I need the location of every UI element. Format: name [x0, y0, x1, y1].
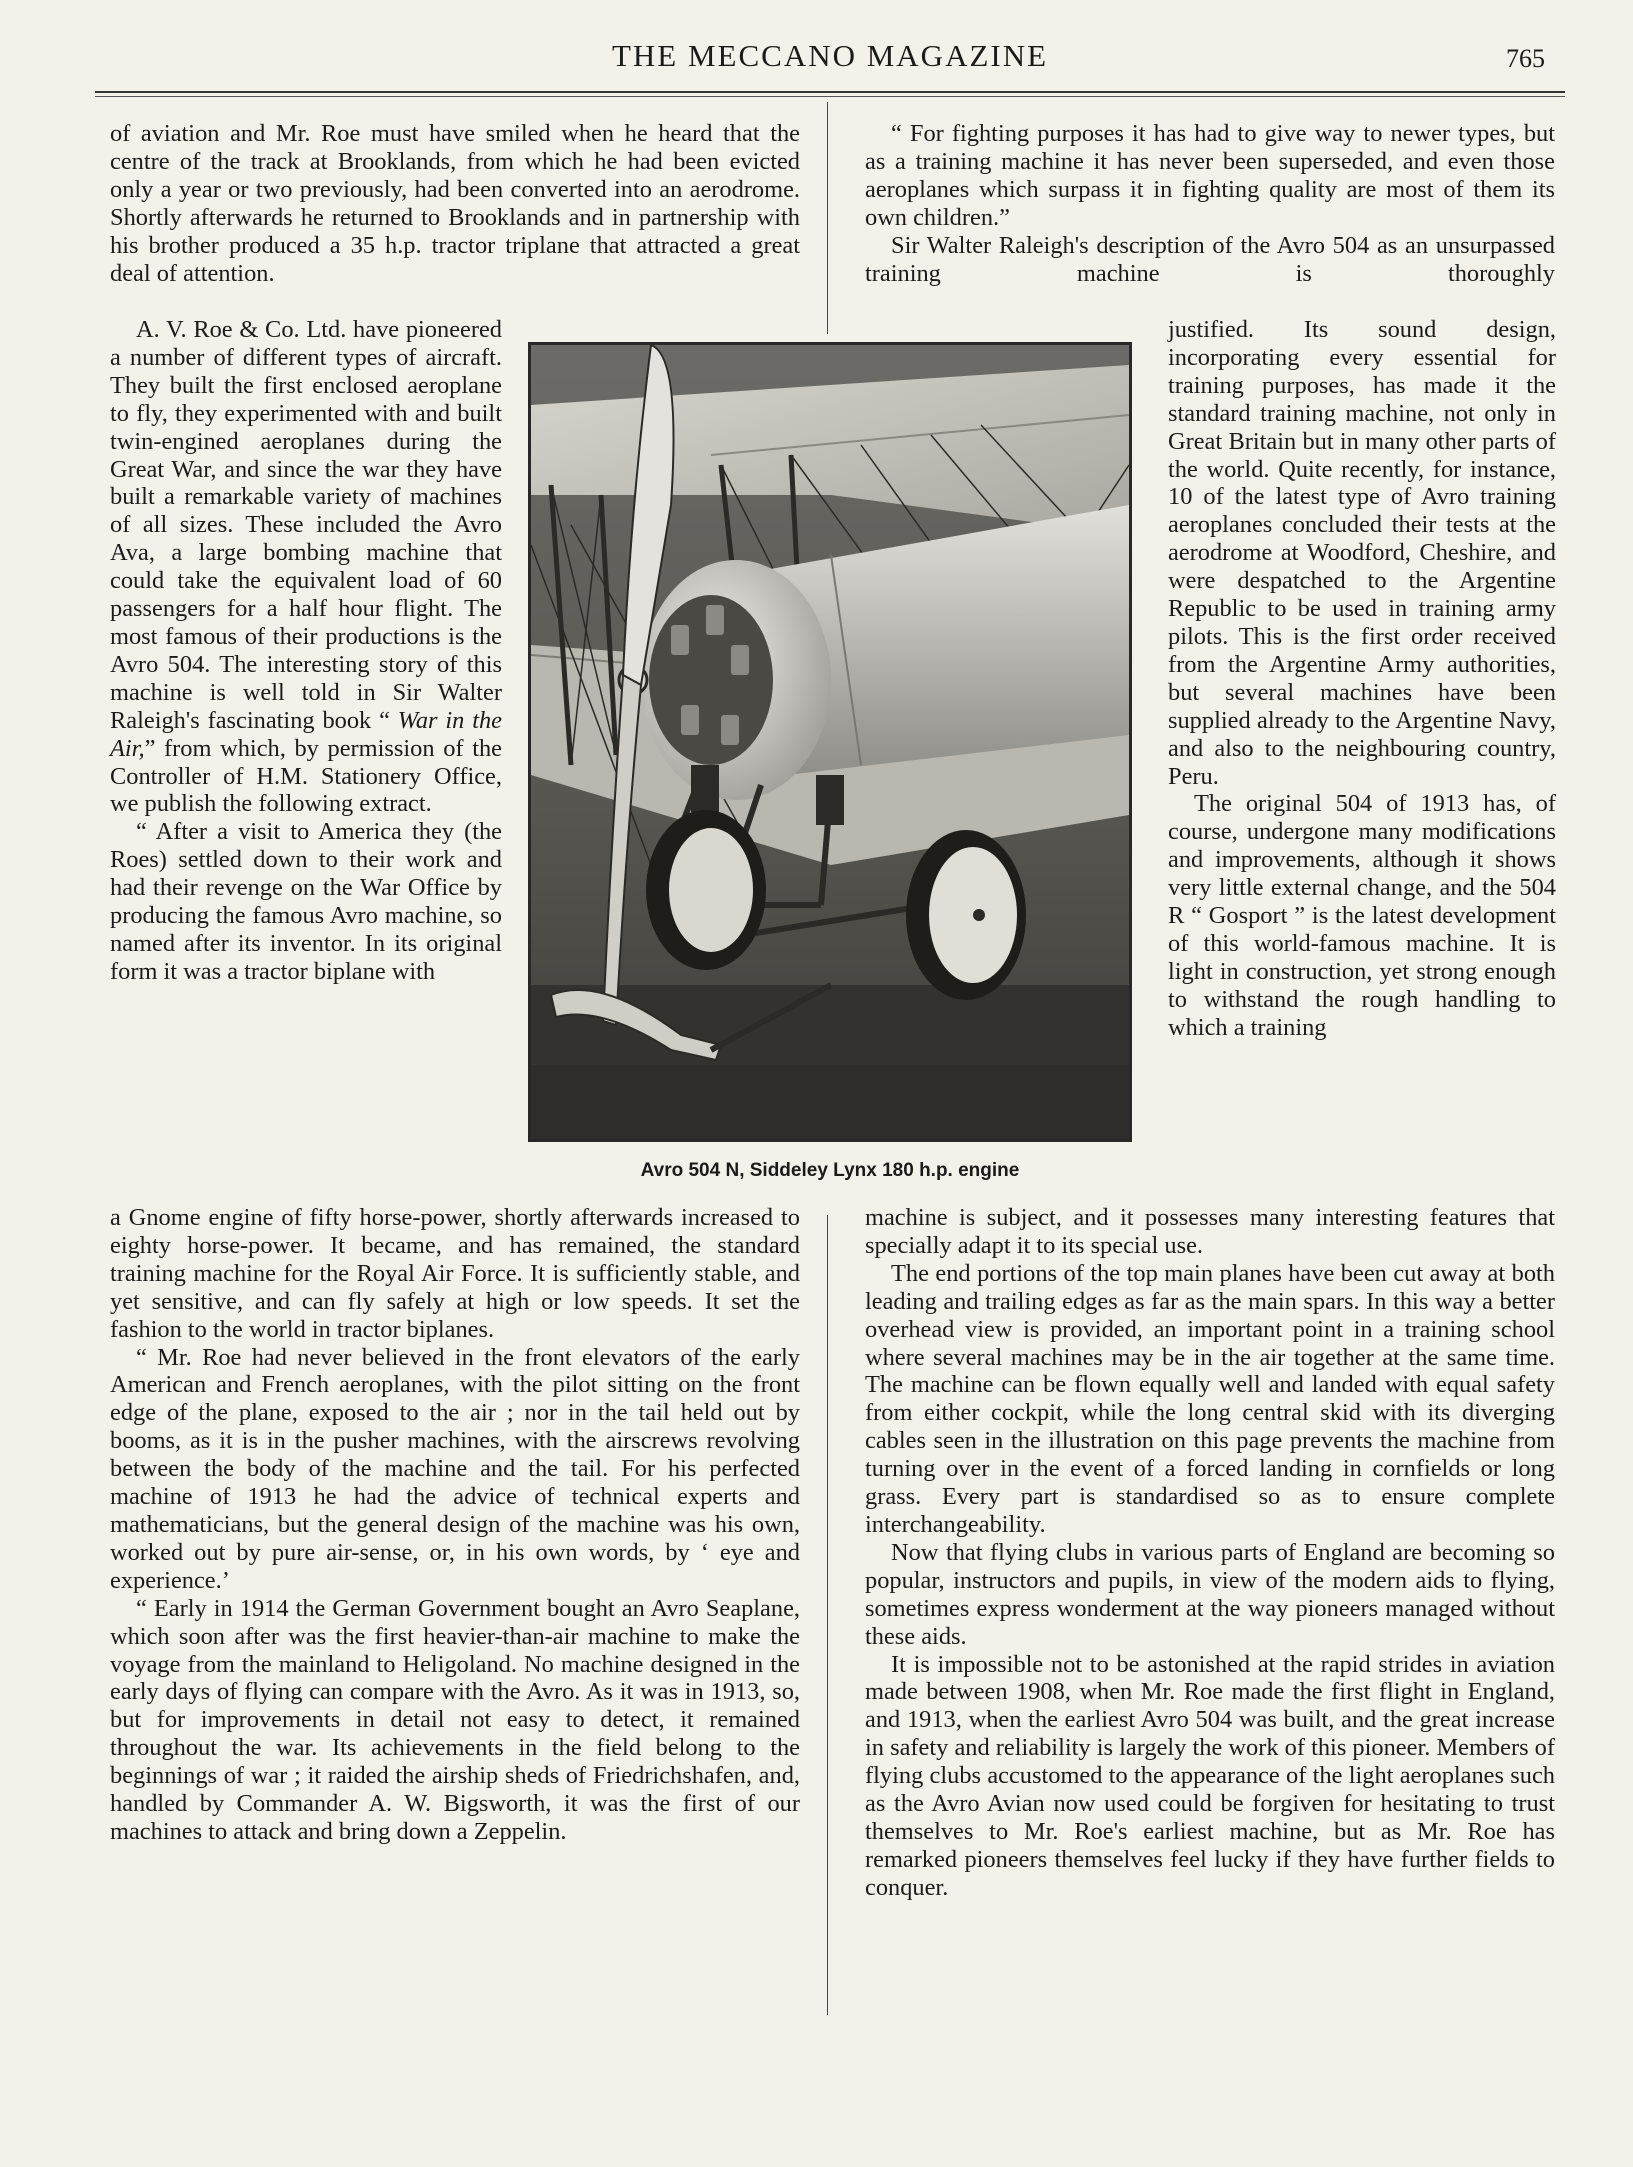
paragraph: “ Mr. Roe had never believed in the front elevators of the early American and French aeroplanes, with the pilot sitting on the front edge of the plane, exposed to the air ; nor in the tail held out by booms, as it is in the pusher machines, with the airscrews revolving between the body of the machine and the tail. For his perfected machine of 1913 he had the advice of technical experts and mathematicians, but the general design of the machine was his own, worked out by pure air-sense, or, in his own words, by ‘ eye and experience.’ [110, 1343, 800, 1594]
paragraph: Now that flying clubs in various parts of England are becoming so popular, instructors and pupils, in view of the modern aids to flying, sometimes express wonderment at the way pioneers managed without these aids. [865, 1538, 1555, 1650]
paragraph-text: from which, by permission of the Controller of H.M. Stationery Office, we publish the following extract. [110, 734, 502, 818]
biplane-illustration [531, 345, 1129, 1139]
header-rule-thin [95, 96, 1565, 97]
right-column-narrow [1168, 316, 1556, 1042]
left-column-bottom [110, 1204, 800, 1846]
header-rule [95, 91, 1565, 93]
paragraph: “ For fighting purposes it has had to give way to newer types, but as a training machine it has never been superseded, and even those aeroplanes which surpass it in fighting quality are most of them its own children.” [865, 120, 1555, 231]
page-number: 765 [1506, 44, 1545, 73]
paragraph-text: A. V. Roe & Co. Ltd. have pioneered a number of different types of aircraft. They built the first enclosed aeroplane to fly, they experimented with and built twin-engined aeroplanes during the Great War, and since the war they have built a remarkable variety of machines of all sizes. These included the Avro Ava, a large bombing machine that could take the equivalent load of 60 passengers for a half hour flight. The most famous of their productions is the Avro 504. The interesting story of this machine is well told in Sir Walter Raleigh's fascinating book [110, 316, 502, 734]
paragraph: A. V. Roe & Co. Ltd. have pioneered a number of different types of aircraft. They built the first enclosed aeroplane to fly, they experimented with and built twin-engined aeroplanes during the Great War, and since the war they have built a remarkable variety of machines of all sizes. These included the Avro Ava, a large bombing machine that could take the equivalent load of 60 passengers for a half hour flight. The most famous of their productions is the Avro 504. The interesting story of this machine is well told in Sir Walter Raleigh's fascinating book “ War in the Air,” from which, by permission of the Controller of H.M. Stationery Office, we publish the following extract. [110, 316, 502, 818]
paragraph: a Gnome engine of fifty horse-power, shortly afterwards increased to eighty horse-power. It became, and has remained, the standard training machine for the Royal Air Force. It is sufficiently stable, and yet sensitive, and can fly safely at high or low speeds. It set the fashion to the world in tractor biplanes. [110, 1204, 800, 1343]
figure-caption: Avro 504 N, Siddeley Lynx 180 h.p. engine [640, 1160, 1020, 1181]
paragraph: of aviation and Mr. Roe must have smiled when he heard that the centre of the track at Brooklands, from which he had been evicted only a year or two previously, had been converted into an aerodrome. Shortly afterwards he returned to Brooklands and in partnership with his brother produced a 35 h.p. tractor triplane that attracted a great deal of attention. [110, 120, 800, 287]
paragraph: Sir Walter Raleigh's description of the Avro 504 as an unsurpassed training machine is thoroughly [865, 231, 1555, 287]
paragraph: The original 504 of 1913 has, of course, undergone many modifications and improvements, although it shows very little external change, and the 504 R “ Gosport ” is the latest development of this world-famous machine. It is light in construction, yet strong enough to withstand the rough handling to which a training [1168, 790, 1556, 1041]
book-title: War in the Air, [110, 706, 502, 762]
left-column-narrow [110, 316, 502, 986]
paragraph: machine is subject, and it possesses many interesting features that specially adapt it to its special use. [865, 1204, 1555, 1259]
right-column-bottom [865, 1204, 1555, 1902]
paragraph: The end portions of the top main planes have been cut away at both leading and trailing edges as far as the main spars. In this way a better overhead view is provided, an important point in a training school where several machines may be in the air together at the same time. The machine can be flown equally well and landed with equal safety from either cockpit, while the long central skid with its diverging cables seen in the illustration on this page prevents the machine from turning over in the event of a forced landing in cornfields or long grass. Every part is standardised so as to ensure complete interchangeability. [865, 1259, 1555, 1538]
column-divider [827, 1215, 828, 2015]
aircraft-photo [528, 342, 1132, 1142]
column-divider [827, 102, 828, 334]
page-header [95, 38, 1565, 88]
magazine-title: THE MECCANO MAGAZINE [611, 38, 1049, 73]
paragraph: It is impossible not to be astonished at the rapid strides in aviation made between 1908, when Mr. Roe made the first flight in England, and 1913, when the earliest Avro 504 was built, and the great increase in safety and reliability is largely the work of this pioneer. Members of flying clubs accustomed to the appearance of the light aeroplanes such as the Avro Avian now used could be forgiven for hesitating to trust themselves to Mr. Roe's earliest machine, but as Mr. Roe has remarked pioneers themselves feel lucky if they have further fields to conquer. [865, 1650, 1555, 1901]
paragraph: justified. Its sound design, incorporating every essential for training purposes, has made it the standard training machine, not only in Great Britain but in many other parts of the world. Quite recently, for instance, 10 of the latest type of Avro training aeroplanes concluded their tests at the aerodrome at Woodford, Cheshire, and were despatched to the Argentine Republic to be used in training army pilots. This is the first order received from the Argentine Army authorities, but several machines have been supplied already to the Argentine Navy, and also to the neighbouring country, Peru. [1168, 316, 1556, 790]
paragraph: “ Early in 1914 the German Government bought an Avro Seaplane, which soon after was the first heavier-than-air machine to make the voyage from the mainland to Heligoland. No machine designed in the early days of flying can compare with the Avro. As it was in 1913, so, but for improvements in detail not easy to detect, it remained throughout the war. Its achievements in the field belong to the beginnings of war ; it raided the airship sheds of Friedrichshafen, and, handled by Commander A. W. Bigsworth, it was the first of our machines to attack and bring down a Zeppelin. [110, 1594, 800, 1845]
right-column-top [865, 120, 1555, 287]
left-column-top [110, 120, 800, 287]
paragraph: “ After a visit to America they (the Roes) settled down to their work and had their revenge on the War Office by producing the famous Avro machine, so named after its inventor. In its original form it was a tractor biplane with [110, 818, 502, 985]
